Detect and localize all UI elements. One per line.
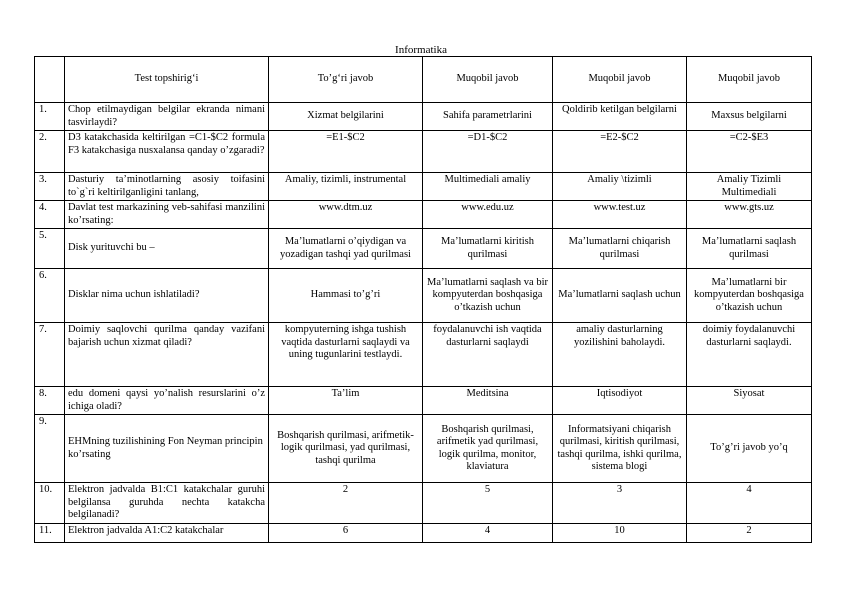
alternative-answer-cell: Ma’lumatlarni chiqarish qurilmasi [553, 229, 687, 269]
question-cell: edu domeni qaysi yo’nalish resurslarini o’z ichiga oladi? [65, 387, 269, 415]
alternative-answer-cell: Ma’lumatlarni saqlash va bir kompyuterdan boshqasiga o’tkazish uchun [423, 269, 553, 323]
correct-answer-cell: 6 [269, 524, 423, 543]
alternative-answer-cell: www.gts.uz [687, 201, 812, 229]
alternative-answer-cell: 4 [687, 483, 812, 524]
correct-answer-cell: Xizmat belgilarini [269, 103, 423, 131]
table-row [35, 173, 812, 201]
table-row [35, 387, 812, 415]
alternative-answer-cell: Meditsina [423, 387, 553, 415]
question-cell: Disk yurituvchi bu – [65, 229, 269, 269]
question-cell: D3 katakchasida keltirilgan =C1-$C2 formula F3 katakchasiga nusxalansa qanday o’zgaradi? [65, 131, 269, 173]
question-cell: Doimiy saqlovchi qurilma qanday vazifani bajarish uchun xizmat qiladi? [65, 323, 269, 387]
question-cell: Davlat test markazining veb-sahifasi manzilini ko’rsating: [65, 201, 269, 229]
alternative-answer-cell: =D1-$C2 [423, 131, 553, 173]
alternative-answer-cell: Ma’lumatlarni saqlash qurilmasi [687, 229, 812, 269]
row-number: 4. [35, 201, 65, 229]
alternative-answer-cell: Ma’lumatlarni bir kompyuterdan boshqasiga o’tkazish uchun [687, 269, 812, 323]
header-number [35, 57, 65, 103]
alternative-answer-cell: 5 [423, 483, 553, 524]
correct-answer-cell: 2 [269, 483, 423, 524]
row-number: 1. [35, 103, 65, 131]
alternative-answer-cell: Amaliy Tizimli Multimediali [687, 173, 812, 201]
correct-answer-cell: Ma’lumatlarni o’qiydigan va yozadigan tashqi yad qurilmasi [269, 229, 423, 269]
alternative-answer-cell: Amaliy \tizimli [553, 173, 687, 201]
alternative-answer-cell: Qoldirib ketilgan belgilarni [553, 103, 687, 131]
alternative-answer-cell: 4 [423, 524, 553, 543]
row-number: 9. [35, 415, 65, 483]
header-question: Test topshirig‘i [65, 57, 269, 103]
table-row [35, 103, 812, 131]
alternative-answer-cell: 2 [687, 524, 812, 543]
table-row [35, 483, 812, 524]
question-cell: Elektron jadvalda A1:C2 katakchalar [65, 524, 269, 543]
alternative-answer-cell: Iqtisodiyot [553, 387, 687, 415]
header-alternative-answer: Muqobil javob [553, 57, 687, 103]
correct-answer-cell: Ta’lim [269, 387, 423, 415]
header-alternative-answer: Muqobil javob [687, 57, 812, 103]
table-row [35, 323, 812, 387]
alternative-answer-cell: 3 [553, 483, 687, 524]
question-cell: Chop etilmaydigan belgilar ekranda nimani tasvirlaydi? [65, 103, 269, 131]
row-number: 7. [35, 323, 65, 387]
alternative-answer-cell: =E2-$C2 [553, 131, 687, 173]
page-title: Informatika [395, 44, 447, 56]
question-cell: Disklar nima uchun ishlatiladi? [65, 269, 269, 323]
alternative-answer-cell: Sahifa parametrlarini [423, 103, 553, 131]
alternative-answer-cell: Ma’lumatlarni saqlash uchun [553, 269, 687, 323]
row-number: 8. [35, 387, 65, 415]
alternative-answer-cell: To’g’ri javob yo’q [687, 415, 812, 483]
row-number: 6. [35, 269, 65, 323]
correct-answer-cell: =E1-$C2 [269, 131, 423, 173]
row-number: 3. [35, 173, 65, 201]
question-cell: Dasturiy ta’minotlarning asosiy toifasini to`g`ri keltirilganligini tanlang, [65, 173, 269, 201]
test-table [34, 56, 812, 543]
question-cell: EHMning tuzilishining Fon Neyman principin ko’rsating [65, 415, 269, 483]
correct-answer-cell: Hammasi to’g’ri [269, 269, 423, 323]
alternative-answer-cell: amaliy dasturlarning yozilishini baholaydi. [553, 323, 687, 387]
header-row [35, 57, 812, 103]
correct-answer-cell: www.dtm.uz [269, 201, 423, 229]
row-number: 5. [35, 229, 65, 269]
alternative-answer-cell: Multimediali amaliy [423, 173, 553, 201]
row-number: 2. [35, 131, 65, 173]
table-row [35, 201, 812, 229]
alternative-answer-cell: doimiy foydalanuvchi dasturlarni saqlaydi. [687, 323, 812, 387]
row-number: 10. [35, 483, 65, 524]
table-row [35, 131, 812, 173]
table-row [35, 415, 812, 483]
header-correct-answer: To’g‘ri javob [269, 57, 423, 103]
table-row [35, 229, 812, 269]
header-alternative-answer: Muqobil javob [423, 57, 553, 103]
table-row [35, 269, 812, 323]
alternative-answer-cell: Boshqarish qurilmasi, arifmetik yad qurilmasi, logik qurilma, monitor, klaviatura [423, 415, 553, 483]
row-number: 11. [35, 524, 65, 543]
alternative-answer-cell: Ma’lumatlarni kiritish qurilmasi [423, 229, 553, 269]
alternative-answer-cell: www.test.uz [553, 201, 687, 229]
alternative-answer-cell: =C2-$E3 [687, 131, 812, 173]
correct-answer-cell: Boshqarish qurilmasi, arifmetik-logik qurilmasi, yad qurilmasi, tashqi qurilma [269, 415, 423, 483]
correct-answer-cell: Amaliy, tizimli, instrumental [269, 173, 423, 201]
alternative-answer-cell: Siyosat [687, 387, 812, 415]
alternative-answer-cell: Informatsiyani chiqarish qurilmasi, kiritish qurilmasi, tashqi qurilma, ishki qurilma, sistema blogi [553, 415, 687, 483]
alternative-answer-cell: www.edu.uz [423, 201, 553, 229]
correct-answer-cell: kompyuterning ishga tushish vaqtida dasturlarni saqlaydi va uning tugunlarini testlaydi. [269, 323, 423, 387]
alternative-answer-cell: foydalanuvchi ish vaqtida dasturlarni saqlaydi [423, 323, 553, 387]
table-row [35, 524, 812, 543]
alternative-answer-cell: Maxsus belgilarni [687, 103, 812, 131]
question-cell: Elektron jadvalda B1:C1 katakchalar guruhi belgilansa guruhda nechta katakcha belgilanadi? [65, 483, 269, 524]
alternative-answer-cell: 10 [553, 524, 687, 543]
